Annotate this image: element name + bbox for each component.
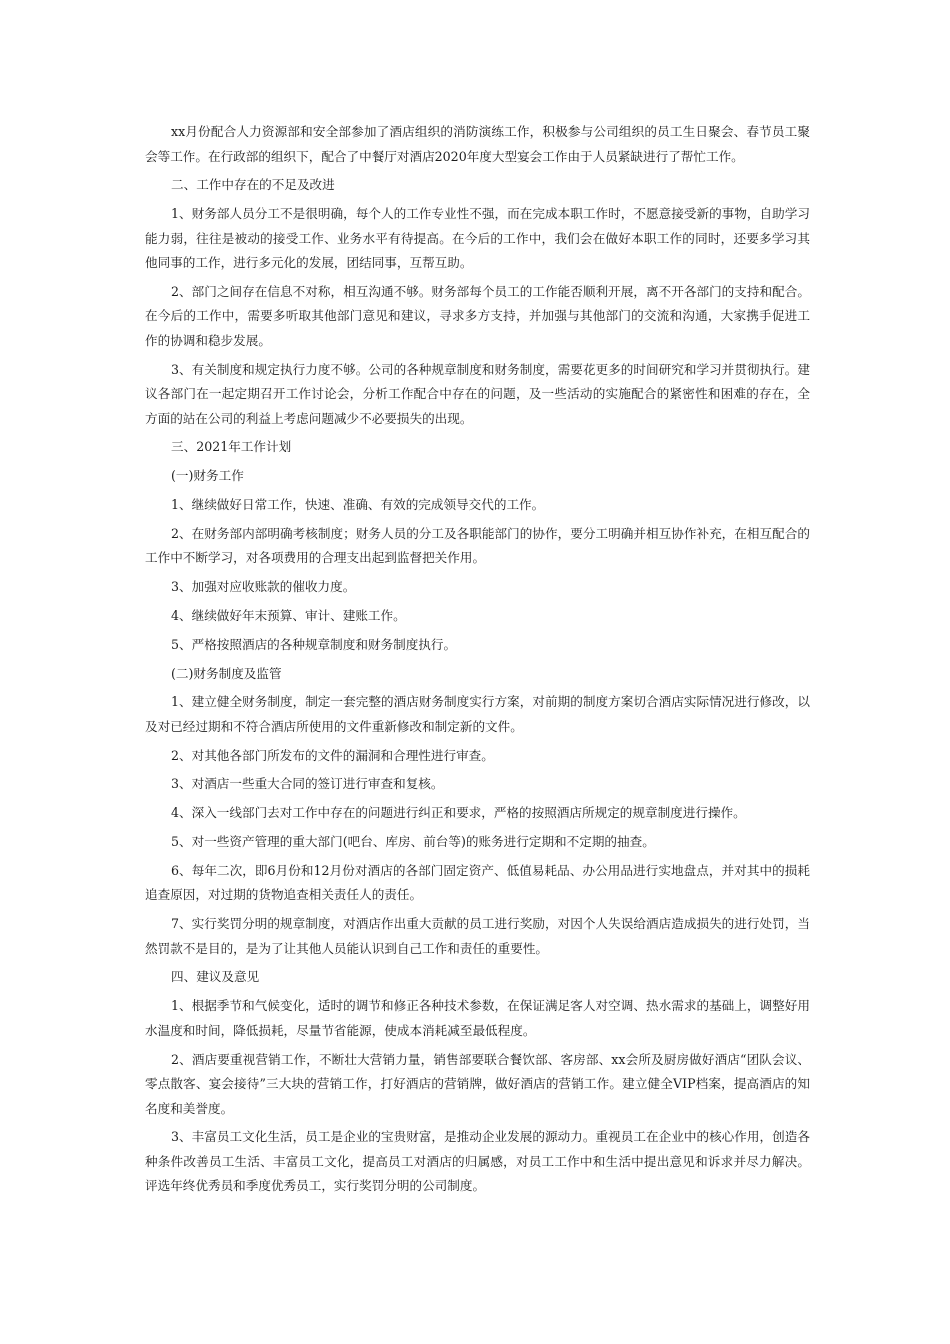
- paragraph-3-2-1: 1、建立健全财务制度，制定一套完整的酒店财务制度实行方案，对前期的制度方案切合酒店实际情况进行修改，以及对已经过期和不符合酒店所使用的文件重新修改和制定新的文件。: [145, 694, 810, 734]
- paragraph-2-3: 3、有关制度和规定执行力度不够。公司的各种规章制度和财务制度，需要花更多的时间研究和学习并贯彻执行。建议各部门在一起定期召开工作讨论会，分析工作配合中存在的问题，及一些活动的实施配合的紧密性和困难的存在，全方面的站在公司的利益上考虑问题减少不必要损失的出现。: [145, 361, 810, 426]
- section-heading-4: 四、建议及意见: [171, 969, 260, 985]
- subsection-heading-3-2: (二)财务制度及监管: [171, 665, 282, 681]
- subsection-heading-3-1: (一)财务工作: [171, 468, 244, 484]
- paragraph-3-1-3: 3、加强对应收账款的催收力度。: [171, 579, 356, 595]
- paragraph-2-1: 1、财务部人员分工不是很明确，每个人的工作专业性不强，而在完成本职工作时，不愿意接受新的事物，自助学习能力弱，往往是被动的接受工作、业务水平有待提高。在今后的工作中，我们会在做好本职工作的同时，还要多学习其他同事的工作，进行多元化的发展，团结同事，互帮互助。: [145, 206, 810, 271]
- paragraph-3-2-7: 7、实行奖罚分明的规章制度，对酒店作出重大贡献的员工进行奖励，对因个人失误给酒店造成损失的进行处罚，当然罚款不是目的，是为了让其他人员能认识到自己工作和责任的重要性。: [145, 916, 810, 956]
- paragraph-4-3: 3、丰富员工文化生活，员工是企业的宝贵财富，是推动企业发展的源动力。重视员工在企业中的核心作用，创造各种条件改善员工生活、丰富员工文化，提高员工对酒店的归属感，对员工工作中和生活中提出意见和诉求并尽力解决。评选年终优秀员和季度优秀员工，实行奖罚分明的公司制度。: [145, 1129, 810, 1194]
- paragraph-3-1-1: 1、继续做好日常工作，快速、准确、有效的完成领导交代的工作。: [171, 497, 545, 513]
- paragraph-3-2-4: 4、深入一线部门去对工作中存在的问题进行纠正和要求，严格的按照酒店所规定的规章制度进行操作。: [171, 805, 746, 821]
- paragraph-3-2-6: 6、每年二次，即6月份和12月份对酒店的各部门固定资产、低值易耗品、办公用品进行实地盘点，并对其中的损耗追查原因，对过期的货物追查相关责任人的责任。: [145, 862, 810, 903]
- document-body: [145, 120, 810, 1203]
- paragraph-3-1-4: 4、继续做好年末预算、审计、建账工作。: [171, 607, 406, 623]
- paragraph-4-1: 1、根据季节和气候变化，适时的调节和修正各种技术参数，在保证满足客人对空调、热水需求的基础上，调整好用水温度和时间，降低损耗，尽量节省能源，使成本消耗减至最低程度。: [145, 998, 810, 1038]
- paragraph-3-2-3: 3、对酒店一些重大合同的签订进行审查和复核。: [171, 776, 444, 792]
- paragraph-4-2: 2、酒店要重视营销工作，不断壮大营销力量，销售部要联合餐饮部、客房部、xx会所及厨房做好酒店“团队会议、零点散客、宴会接待”三大块的营销工作，打好酒店的营销牌，做好酒店的营销工作。建立健全VIP档案，提高酒店的知名度和美誉度。: [145, 1051, 810, 1116]
- section-heading-2: 二、工作中存在的不足及改进: [171, 177, 335, 193]
- paragraph-3-1-2: 2、在财务部内部明确考核制度；财务人员的分工及各职能部门的协作，要分工明确并相互协作补充，在相互配合的工作中不断学习，对各项费用的合理支出起到监督把关作用。: [145, 525, 810, 566]
- paragraph-3-2-2: 2、对其他各部门所发布的文件的漏洞和合理性进行审查。: [171, 747, 494, 763]
- paragraph-3-2-5: 5、对一些资产管理的重大部门(吧台、库房、前台等)的账务进行定期和不定期的抽查。: [171, 834, 655, 850]
- paragraph-intro: xx月份配合人力资源部和安全部参加了酒店组织的消防演练工作，积极参与公司组织的员工生日聚会、春节员工聚会等工作。在行政部的组织下，配合了中餐厅对酒店2020年度大型宴会工作由于人员紧缺进行了帮忙工作。: [145, 124, 810, 164]
- section-heading-3: 三、2021年工作计划: [171, 439, 292, 455]
- paragraph-2-2: 2、部门之间存在信息不对称，相互沟通不够。财务部每个员工的工作能否顺利开展，离不开各部门的支持和配合。在今后的工作中，需要多听取其他部门意见和建议，寻求多方支持，并加强与其他部门的交流和沟通，大家携手促进工作的协调和稳步发展。: [145, 283, 810, 348]
- paragraph-3-1-5: 5、严格按照酒店的各种规章制度和财务制度执行。: [171, 636, 457, 652]
